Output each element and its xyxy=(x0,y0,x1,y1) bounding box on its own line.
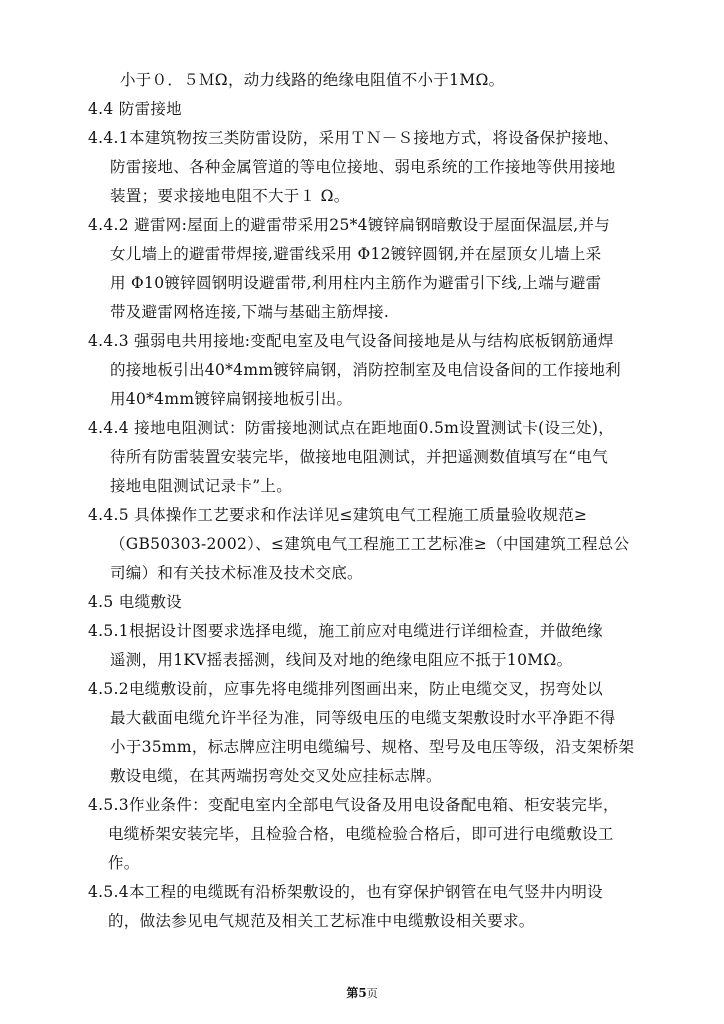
text-line: 4.4.2 避雷网:屋面上的避雷带采用25*4镀锌扁钢暗敷设于屋面保温层,并与 xyxy=(88,216,611,234)
text-line: 遥测，用1KV摇表摇测，线间及对地的绝缘电阻应不抵于10MΩ。 xyxy=(110,651,573,669)
text-line: 女儿墙上的避雷带焊接,避雷线采用 Φ12镀锌圆钢,并在屋顶女儿墙上采 xyxy=(110,245,602,263)
page-suffix: 页 xyxy=(366,987,378,1000)
text-line: 的接地板引出40*4mm镀锌扁钢，消防控制室及电信设备间的工作接地利 xyxy=(110,361,621,379)
text-line: 接地电阻测试记录卡”上。 xyxy=(110,477,293,495)
text-line: 4.5.2电缆敷设前，应事先将电缆排列图画出来，防止电缆交叉，拐弯处以 xyxy=(88,680,603,698)
text-line: 4.4.1本建筑物按三类防雷设防，采用ＴＮ－Ｓ接地方式，将设备保护接地、 xyxy=(88,129,619,147)
text-line: 小于０．５ＭΩ，动力线路的绝缘电阻值不小于1MΩ。 xyxy=(120,71,505,89)
text-line: 用40*4mm镀锌扁钢接地板引出。 xyxy=(110,390,353,408)
text-line: 小于35mm，标志牌应注明电缆编号、规格、型号及电压等级，沿支架桥架 xyxy=(110,738,635,756)
text-line: 装置；要求接地电阻不大于１ Ω。 xyxy=(110,187,350,205)
section-heading: 4.5 电缆敷设 xyxy=(88,593,182,611)
text-line: 防雷接地、各种金属管道的等电位接地、弱电系统的工作接地等供用接地 xyxy=(110,158,616,176)
page-prefix: 第 xyxy=(346,986,359,1000)
text-line: 最大截面电缆允许半径为准，同等级电压的电缆支架敷设时水平净距不得 xyxy=(110,709,616,727)
text-line: 4.5.1根据设计图要求选择电缆，施工前应对电缆进行详细检查，并做绝缘 xyxy=(88,622,603,640)
text-line: 用 Φ10镀锌圆钢明设避雷带,利用柱内主筋作为避雷引下线,上端与避雷 xyxy=(110,274,602,292)
text-line: 4.4.5 具体操作工艺要求和作法详见≤建筑电气工程施工质量验收规范≥ xyxy=(88,506,588,524)
text-line: 4.4.3 强弱电共用接地:变配电室及电气设备间接地是从与结构底板钢筋通焊 xyxy=(88,332,614,350)
page-number-value: 5 xyxy=(358,986,367,1000)
text-line: 作。 xyxy=(108,854,140,872)
page-number xyxy=(0,984,724,1001)
text-line: 4.4.4 接地电阻测试：防雷接地测试点在距地面0.5m设置测试卡(设三处)， xyxy=(88,419,615,437)
text-line: （GB50303-2002）、≤建筑电气工程施工工艺标准≥（中国建筑工程总公 xyxy=(110,535,630,553)
text-line: 带及避雷网格连接,下端与基础主筋焊接. xyxy=(110,303,390,321)
section-heading: 4.4 防雷接地 xyxy=(88,100,182,118)
text-line: 的，做法参见电气规范及相关工艺标准中电缆敷设相关要求。 xyxy=(108,912,535,930)
text-line: 4.5.4本工程的电缆既有沿桥架敷设的，也有穿保护钢管在电气竖井内明设 xyxy=(88,883,603,901)
text-line: 待所有防雷装置安装完毕，做接地电阻测试，并把遥测数值填写在“电气 xyxy=(110,448,609,466)
text-line: 电缆桥架安装完毕，且检验合格，电缆检验合格后，即可进行电缆敷设工 xyxy=(108,825,614,843)
text-line: 4.5.3作业条件：变配电室内全部电气设备及用电设备配电箱、柜安装完毕， xyxy=(88,796,619,814)
text-line: 司编）和有关技术标准及技术交底。 xyxy=(110,564,363,582)
text-line: 敷设电缆，在其两端拐弯处交叉处应挂标志牌。 xyxy=(110,767,442,785)
